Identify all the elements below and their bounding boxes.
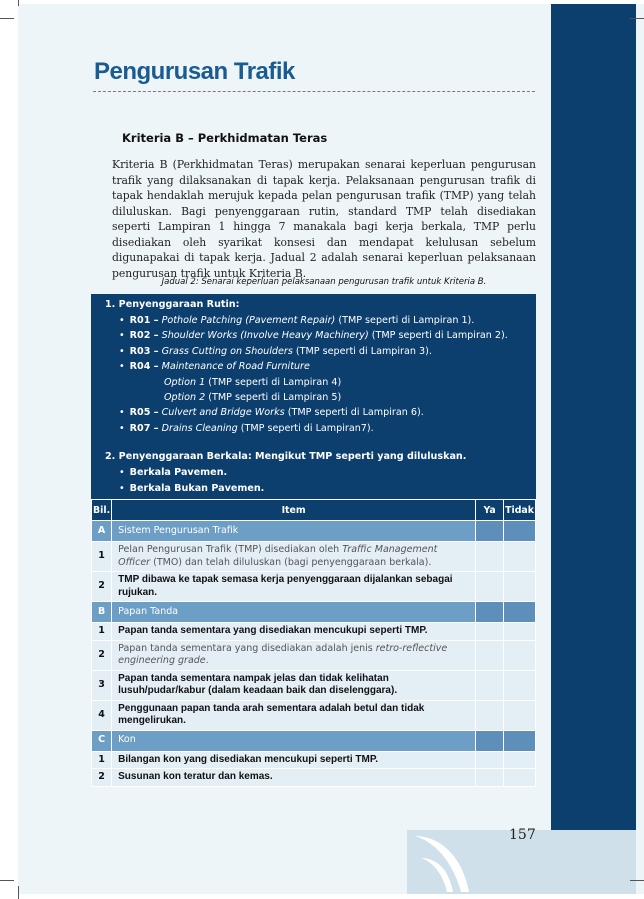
table-row: 1 Papan tanda sementara yang disediakan mencukupi seperti TMP. bbox=[92, 623, 536, 641]
table-row: 1 Pelan Pengurusan Trafik (TMP) disediakan oleh Traffic Management Officer (TMO) dan telah diluluskan (bagi penyenggaraan berkala). bbox=[92, 542, 536, 572]
ya-cell[interactable] bbox=[476, 640, 504, 670]
crop-mark bbox=[18, 0, 19, 6]
table-row: 2 TMP dibawa ke tapak semasa kerja penyenggaraan dijalankan sebagai rujukan. bbox=[92, 572, 536, 602]
crop-mark bbox=[630, 18, 644, 19]
tidak-cell[interactable] bbox=[504, 751, 536, 769]
list-item: • R02 – Shoulder Works (Involve Heavy Machinery) (TMP seperti di Lampiran 2). bbox=[119, 330, 508, 342]
tidak-cell[interactable] bbox=[504, 542, 536, 572]
ya-cell[interactable] bbox=[476, 542, 504, 572]
maintenance-list-box bbox=[91, 294, 536, 500]
section-heading: Kriteria B – Perkhidmatan Teras bbox=[122, 131, 328, 145]
ya-cell[interactable] bbox=[476, 751, 504, 769]
berkala-heading: 2. Penyenggaraan Berkala: Mengikut TMP seperti yang diluluskan. bbox=[105, 451, 467, 463]
header-item: Item bbox=[112, 500, 476, 521]
section-row: C Kon bbox=[92, 730, 536, 751]
body-paragraph: Kriteria B (Perkhidmatan Teras) merupakan senarai keperluan pengurusan trafik yang dilaksanakan di tapak kerja. Pelaksanaan pengurusan trafik di tapak hendaklah merujuk kepada pelan pengurusan trafik (TMP) yang telah diluluskan. Bagi penyenggaraan rutin, standard TMP telah disediakan seperti Lampiran 1 hingga 7 manakala bagi kerja berkala, TMP perlu disediakan oleh syarikat konsesi dan mendapat kelulusan sebelum digunapakai di tapak kerja. Jadual 2 adalah senarai keperluan pelaksanaan pengurusan trafik untuk Kriteria B. bbox=[112, 158, 536, 280]
berkala-list bbox=[97, 465, 530, 496]
list-item: • Berkala Pavemen. bbox=[119, 467, 228, 479]
list-subitem: Option 1 (TMP seperti di Lampiran 4) bbox=[164, 376, 342, 388]
table-row: 3 Papan tanda sementara nampak jelas dan tidak kelihatan lusuh/pudar/kabur (dalam keadaan baik dan diselenggara). bbox=[92, 670, 536, 700]
section-row: A Sistem Pengurusan Trafik bbox=[92, 521, 536, 542]
list-item: • R03 – Grass Cutting on Shoulders (TMP seperti di Lampiran 3). bbox=[119, 345, 432, 357]
side-color-band bbox=[551, 4, 636, 830]
tidak-cell[interactable] bbox=[504, 572, 536, 602]
section-row: B Papan Tanda bbox=[92, 602, 536, 623]
ya-cell[interactable] bbox=[476, 572, 504, 602]
list-item: • Berkala Bukan Pavemen. bbox=[119, 482, 265, 494]
ya-cell[interactable] bbox=[476, 670, 504, 700]
crop-mark bbox=[630, 880, 644, 881]
tidak-cell[interactable] bbox=[504, 700, 536, 730]
list-item: • R04 – Maintenance of Road Furniture bbox=[119, 361, 310, 373]
header-ya: Ya bbox=[476, 500, 504, 521]
page-number: 157 bbox=[509, 827, 536, 843]
swoosh-logo-icon bbox=[405, 828, 475, 894]
header-bil: Bil. bbox=[92, 500, 112, 521]
ya-cell[interactable] bbox=[476, 623, 504, 641]
checklist-table bbox=[91, 499, 536, 787]
rutin-list bbox=[97, 313, 530, 436]
tidak-cell[interactable] bbox=[504, 640, 536, 670]
table-header-row bbox=[92, 500, 536, 521]
header-tidak: Tidak bbox=[504, 500, 536, 521]
tidak-cell[interactable] bbox=[504, 623, 536, 641]
page-title: Pengurusan Trafik bbox=[94, 58, 295, 85]
list-item: • R05 – Culvert and Bridge Works (TMP seperti di Lampiran 6). bbox=[119, 407, 424, 419]
table-caption: Jadual 2: Senarai keperluan pelaksanaan pengurusan trafik untuk Kriteria B. bbox=[161, 277, 487, 287]
tidak-cell[interactable] bbox=[504, 670, 536, 700]
crop-mark bbox=[0, 880, 14, 881]
ya-cell[interactable] bbox=[476, 769, 504, 787]
table-row: 2 Susunan kon teratur dan kemas. bbox=[92, 769, 536, 787]
table-row: 4 Penggunaan papan tanda arah sementara adalah betul dan tidak mengelirukan. bbox=[92, 700, 536, 730]
crop-mark bbox=[0, 18, 14, 19]
list-item: • R01 – Pothole Patching (Pavement Repair) (TMP seperti di Lampiran 1). bbox=[119, 315, 475, 326]
ya-cell[interactable] bbox=[476, 700, 504, 730]
table-row: 2 Papan tanda sementara yang disediakan adalah jenis retro-reflective engineering grade. bbox=[92, 640, 536, 670]
list-subitem: Option 2 (TMP seperti di Lampiran 5) bbox=[164, 392, 342, 404]
list-item: • R07 – Drains Cleaning (TMP seperti di Lampiran7). bbox=[119, 422, 374, 434]
tidak-cell[interactable] bbox=[504, 769, 536, 787]
table-row: 1 Bilangan kon yang disediakan mencukupi seperti TMP. bbox=[92, 751, 536, 769]
title-divider bbox=[93, 91, 535, 92]
crop-mark bbox=[18, 886, 19, 899]
rutin-heading: 1. Penyenggaraan Rutin: bbox=[105, 299, 240, 310]
